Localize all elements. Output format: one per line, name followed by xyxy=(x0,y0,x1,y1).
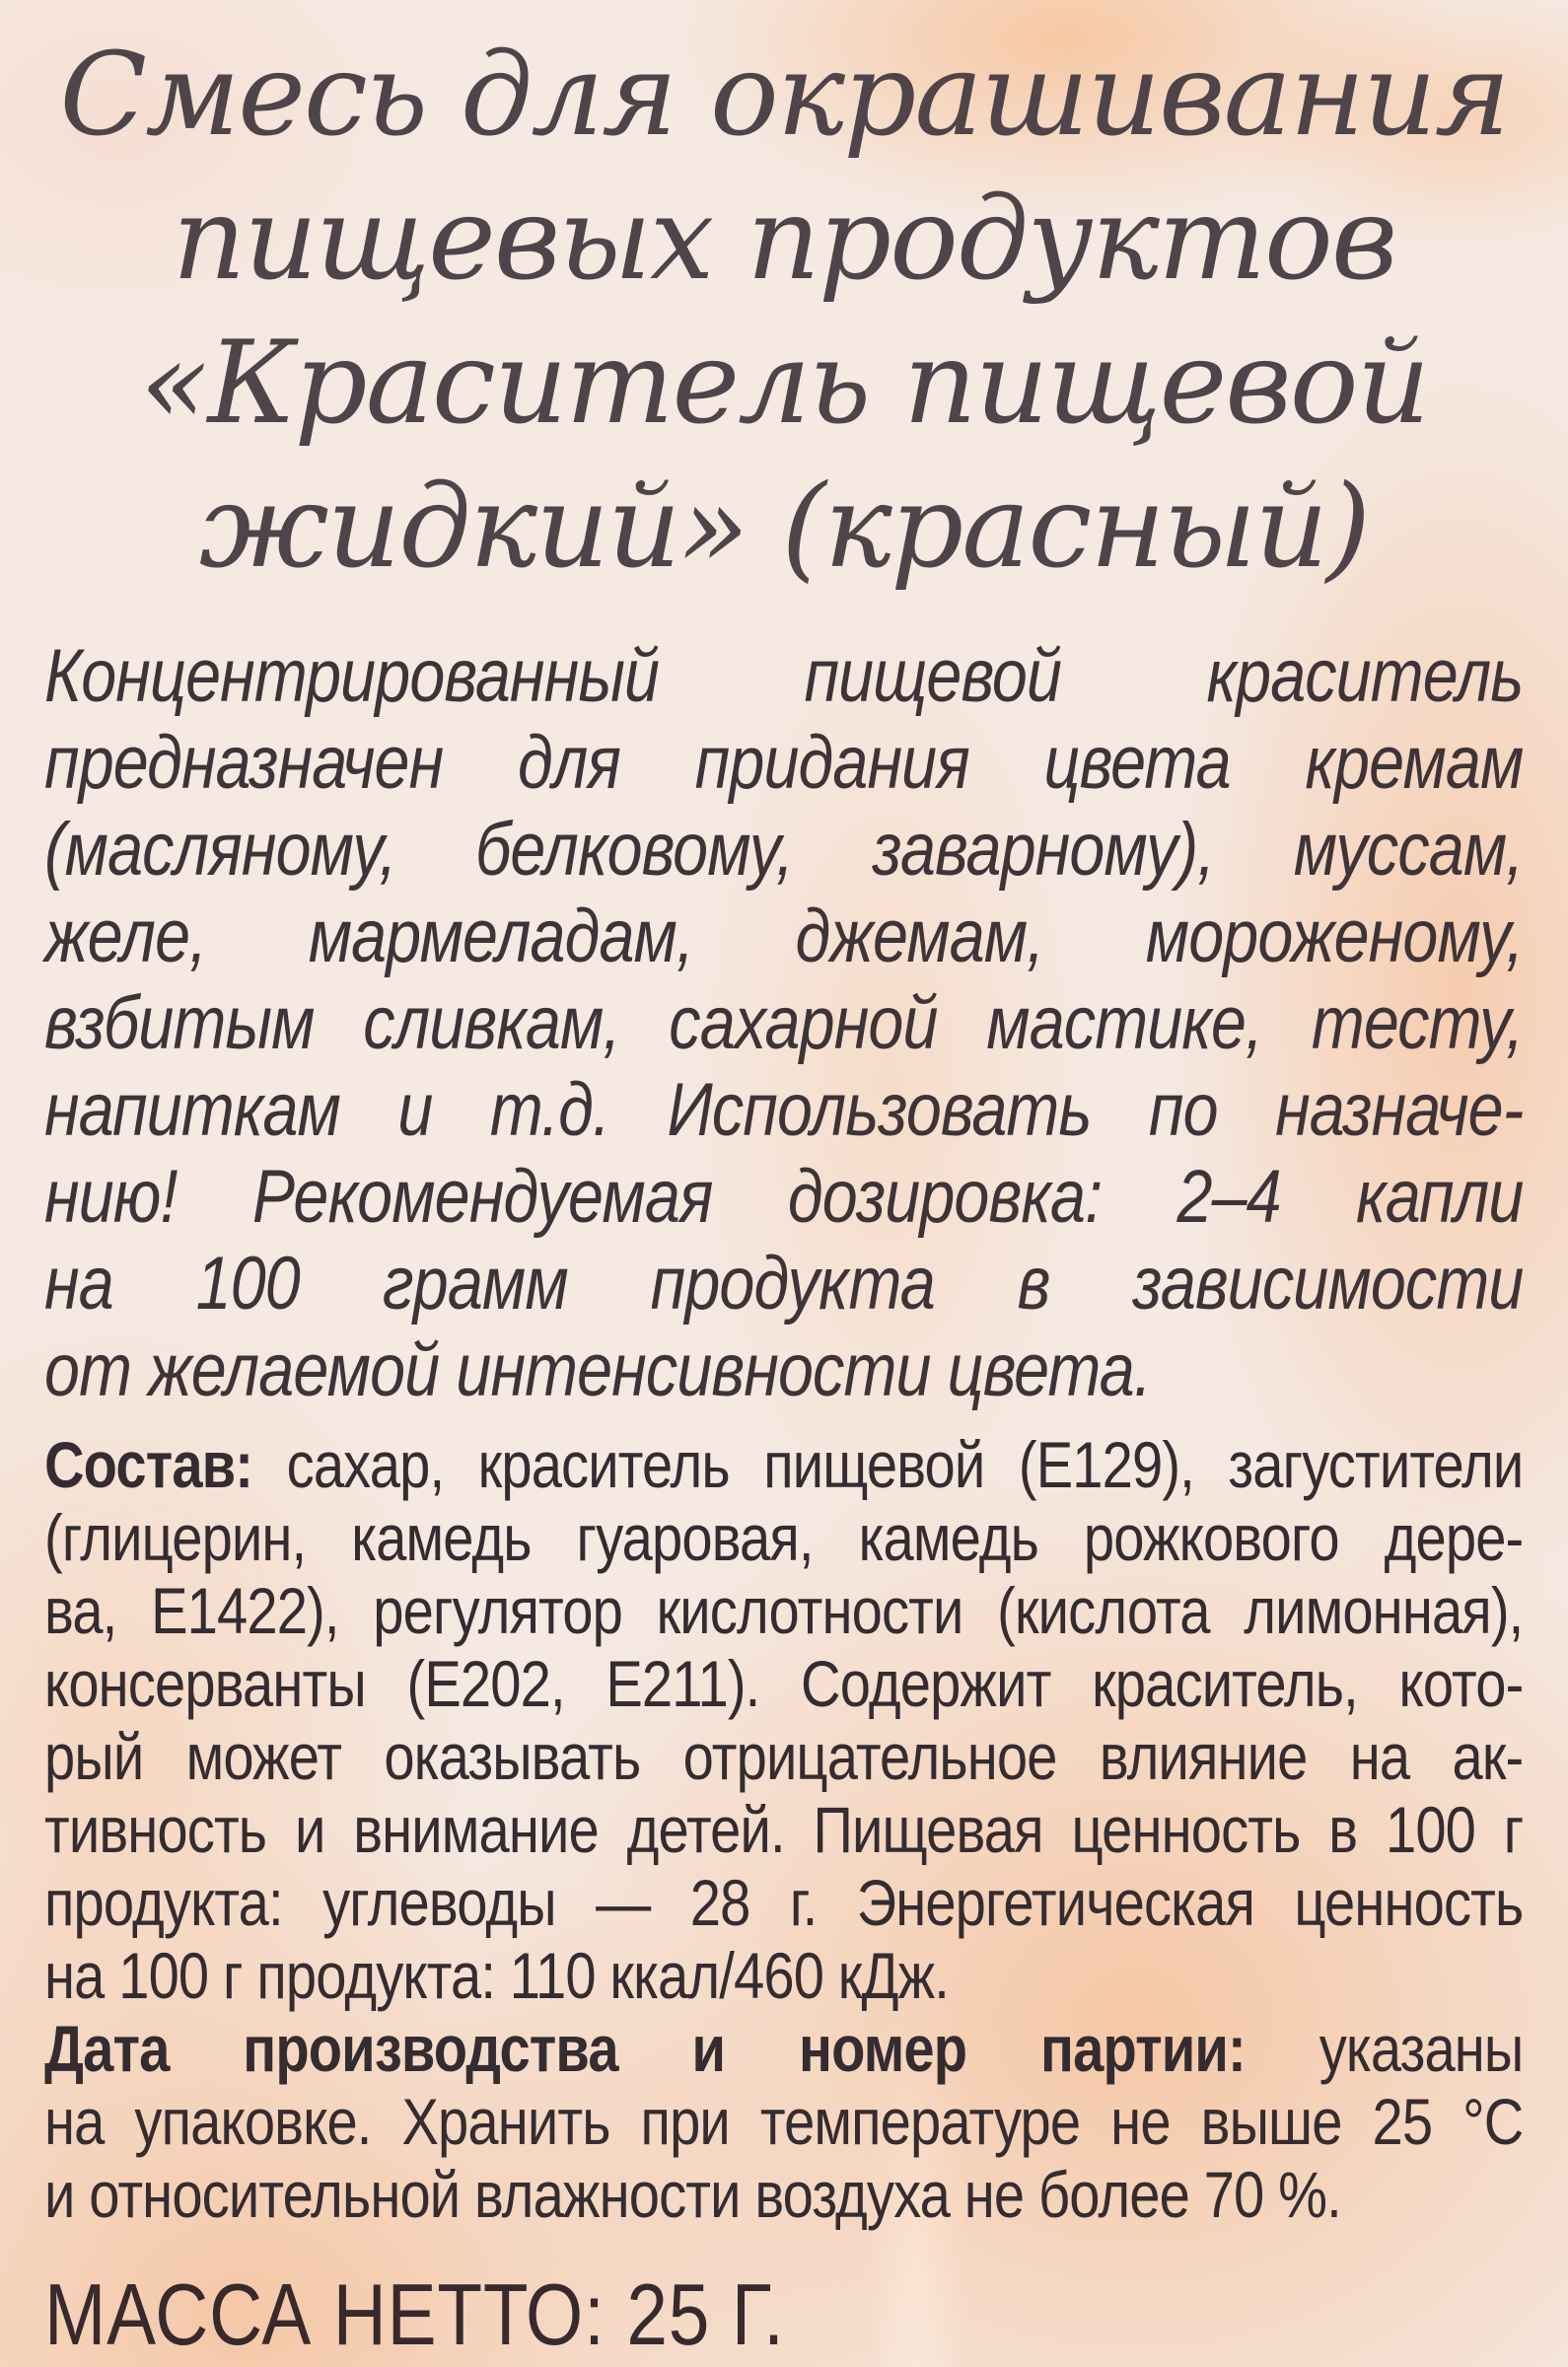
production-date-line-rest: указаны xyxy=(1245,2012,1524,2085)
description-line: напиткам и т.д. Использовать по назначе- xyxy=(44,1068,1524,1152)
composition-line-rest: сахар, краситель пищевой (Е129), загустители xyxy=(252,1428,1524,1501)
description-line: от желаемой интенсивности цвета. xyxy=(44,1328,1151,1412)
net-weight xyxy=(44,2264,1524,2365)
description-line: предназначен для придания цвета кремам xyxy=(44,721,1524,805)
composition-line: продукта: углеводы — 28 г. Энергетическая ценность xyxy=(44,1866,1524,1939)
production-date-label: Дата производства и номер партии: xyxy=(44,2012,1246,2085)
description-line: на 100 грамм продукта в зависимости xyxy=(44,1242,1524,1326)
composition-label: Состав: xyxy=(44,1428,253,1501)
product-title-line-4: жидкий» (красный) xyxy=(198,461,1370,594)
composition-line: рый может оказывать отрицательное влияние на ак- xyxy=(44,1720,1524,1793)
description-paragraph xyxy=(44,633,1524,1414)
description-line: нию! Рекомендуемая дозировка: 2–4 капли xyxy=(44,1155,1524,1239)
production-date-paragraph xyxy=(44,2012,1524,2231)
product-title xyxy=(0,0,1568,600)
net-weight-text: МАССА НЕТТО: 25 Г. xyxy=(44,2265,785,2363)
product-title-line-2: пищевых продуктов xyxy=(172,173,1396,306)
composition-line: тивность и внимание детей. Пищевая ценность в 100 г xyxy=(44,1793,1524,1866)
composition-paragraph xyxy=(44,1428,1524,2012)
composition-line: консерванты (Е202, Е211). Содержит краситель, кото- xyxy=(44,1647,1524,1720)
description-line: Концентрированный пищевой краситель xyxy=(44,634,1524,718)
production-date-line: и относительной влажности воздуха не более 70 %. xyxy=(44,2158,1341,2231)
description-line: (масляному, белковому, заварному), муссам, xyxy=(44,808,1524,892)
composition-line: на 100 г продукта: 110 ккал/460 кДж. xyxy=(44,1939,950,2012)
composition-line: ва, Е1422), регулятор кислотности (кислота лимонная), xyxy=(44,1574,1524,1647)
production-date-line xyxy=(44,2012,1523,2085)
description-line: взбитым сливкам, сахарной мастике, тесту, xyxy=(44,981,1524,1065)
description-line: желе, мармеладам, джемам, мороженому, xyxy=(44,895,1524,978)
composition-line xyxy=(44,1428,1523,1501)
composition-line: (глицерин, камедь гуаровая, камедь рожкового дере- xyxy=(44,1501,1524,1574)
product-title-line-3: «Краситель пищевой xyxy=(139,317,1429,450)
production-date-line: на упаковке. Хранить при температуре не выше 25 °C xyxy=(44,2085,1524,2158)
product-title-line-1: Смесь для окрашивания xyxy=(59,29,1509,162)
